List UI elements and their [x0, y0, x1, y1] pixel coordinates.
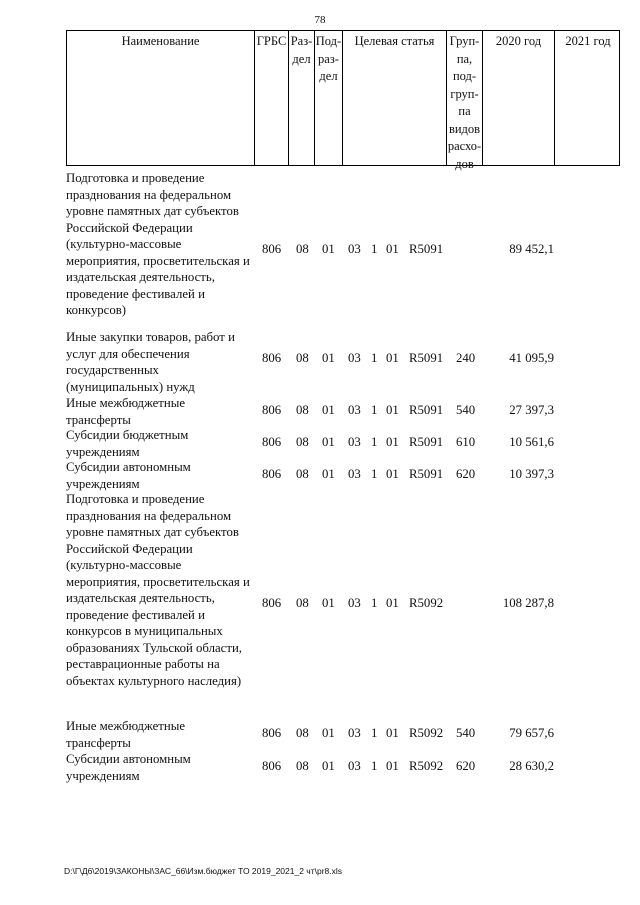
- row-podrazdel: 01: [322, 435, 335, 449]
- row-target-program: 03: [348, 467, 361, 481]
- row-target-code: R5092: [409, 726, 444, 740]
- row-target-program: 03: [348, 726, 361, 740]
- row-podrazdel: 01: [322, 759, 335, 773]
- row-razdel: 08: [296, 467, 309, 481]
- row-value-2020: 27 397,3: [509, 403, 554, 417]
- row-target-code: R5091: [409, 351, 444, 365]
- row-value-2020: 79 657,6: [509, 726, 554, 740]
- row-expense-group: 240: [456, 351, 476, 365]
- row-podrazdel: 01: [322, 403, 335, 417]
- row-target-code: R5092: [409, 596, 444, 610]
- row-grbs: 806: [262, 351, 282, 365]
- table-header: [66, 30, 620, 171]
- row-target-code: R5091: [409, 435, 444, 449]
- row-target-code: R5091: [409, 403, 444, 417]
- row-grbs: 806: [262, 596, 282, 610]
- header-group: Груп- па, под- груп- па видов расхо- дов: [447, 31, 483, 165]
- row-value-2020: 89 452,1: [509, 242, 554, 256]
- row-value-2020: 10 397,3: [509, 467, 554, 481]
- row-grbs: 806: [262, 403, 282, 417]
- row-grbs: 806: [262, 242, 282, 256]
- row-razdel: 08: [296, 726, 309, 740]
- row-razdel: 08: [296, 403, 309, 417]
- row-grbs: 806: [262, 435, 282, 449]
- row-target-event: 01: [386, 242, 399, 256]
- header-name: Наименование: [67, 31, 255, 165]
- row-podrazdel: 01: [322, 351, 335, 365]
- row-target-program: 03: [348, 351, 361, 365]
- row-target-program: 03: [348, 435, 361, 449]
- row-expense-group: 620: [456, 759, 476, 773]
- row-name: Субсидии автономным учреждениям: [66, 752, 191, 783]
- row-expense-group: 610: [456, 435, 476, 449]
- row-target-event: 01: [386, 403, 399, 417]
- row-podrazdel: 01: [322, 596, 335, 610]
- row-expense-group: 540: [456, 403, 476, 417]
- row-razdel: 08: [296, 596, 309, 610]
- row-target-subprogram: 1: [371, 242, 378, 256]
- row-target-code: R5091: [409, 242, 444, 256]
- row-name: Иные закупки товаров, работ и услуг для обеспечения государственных (муниципальных) нужд: [66, 330, 235, 394]
- row-target-subprogram: 1: [371, 435, 378, 449]
- header-2020: 2020 год: [483, 31, 555, 165]
- row-podrazdel: 01: [322, 467, 335, 481]
- row-value-2020: 28 630,2: [509, 759, 554, 773]
- row-target-event: 01: [386, 351, 399, 365]
- header-razdel: Раз- дел: [289, 31, 315, 165]
- row-target-program: 03: [348, 596, 361, 610]
- row-name: Подготовка и проведение празднования на федеральном уровне памятных дат субъектов Российской Федерации (культурно-массовые мероприятия, просветительская и издательская деятельность, проведение фестивалей и конкурсов в муниципальных образованиях Тульской области, реставрационные работы на объектах культурного наследия): [66, 492, 250, 688]
- row-razdel: 08: [296, 242, 309, 256]
- row-target-subprogram: 1: [371, 726, 378, 740]
- row-target-code: R5091: [409, 467, 444, 481]
- row-grbs: 806: [262, 467, 282, 481]
- row-name: Подготовка и проведение празднования на федеральном уровне памятных дат субъектов Российской Федерации (культурно-массовые мероприятия, просветительская и издательская деятельность, проведение фестивалей и конкурсов): [66, 171, 250, 317]
- row-target-event: 01: [386, 435, 399, 449]
- row-target-program: 03: [348, 759, 361, 773]
- row-target-event: 01: [386, 759, 399, 773]
- row-target-event: 01: [386, 726, 399, 740]
- row-expense-group: 620: [456, 467, 476, 481]
- row-value-2020: 108 287,8: [502, 596, 554, 610]
- row-value-2020: 41 095,9: [509, 351, 554, 365]
- row-grbs: 806: [262, 759, 282, 773]
- row-target-program: 03: [348, 403, 361, 417]
- row-target-event: 01: [386, 467, 399, 481]
- row-target-subprogram: 1: [371, 467, 378, 481]
- row-value-2020: 10 561,6: [509, 435, 554, 449]
- row-name: Иные межбюджетные трансферты: [66, 396, 186, 427]
- row-target-code: R5092: [409, 759, 444, 773]
- header-podrazdel: Под- раз- дел: [315, 31, 343, 165]
- row-podrazdel: 01: [322, 726, 335, 740]
- header-grbs: ГРБС: [255, 31, 289, 165]
- file-path-footer: D:\Г\Д6\2019\ЗАКОНЫ\ЗАС_66\Изм.бюджет ТО 2019_2021_2 чт\pr8.xls: [64, 866, 343, 876]
- row-target-program: 03: [348, 242, 361, 256]
- row-razdel: 08: [296, 759, 309, 773]
- row-target-subprogram: 1: [371, 403, 378, 417]
- header-target: Целевая статья: [343, 31, 447, 165]
- row-target-subprogram: 1: [371, 759, 378, 773]
- row-name: Субсидии автономным учреждениям: [66, 460, 191, 491]
- row-target-subprogram: 1: [371, 596, 378, 610]
- row-expense-group: 540: [456, 726, 476, 740]
- row-podrazdel: 01: [322, 242, 335, 256]
- row-name: Субсидии бюджетным учреждениям: [66, 428, 189, 459]
- row-razdel: 08: [296, 435, 309, 449]
- row-target-event: 01: [386, 596, 399, 610]
- row-razdel: 08: [296, 351, 309, 365]
- row-name: Иные межбюджетные трансферты: [66, 719, 186, 750]
- row-target-subprogram: 1: [371, 351, 378, 365]
- row-grbs: 806: [262, 726, 282, 740]
- page-number: 78: [314, 14, 326, 26]
- header-2021: 2021 год: [565, 34, 611, 48]
